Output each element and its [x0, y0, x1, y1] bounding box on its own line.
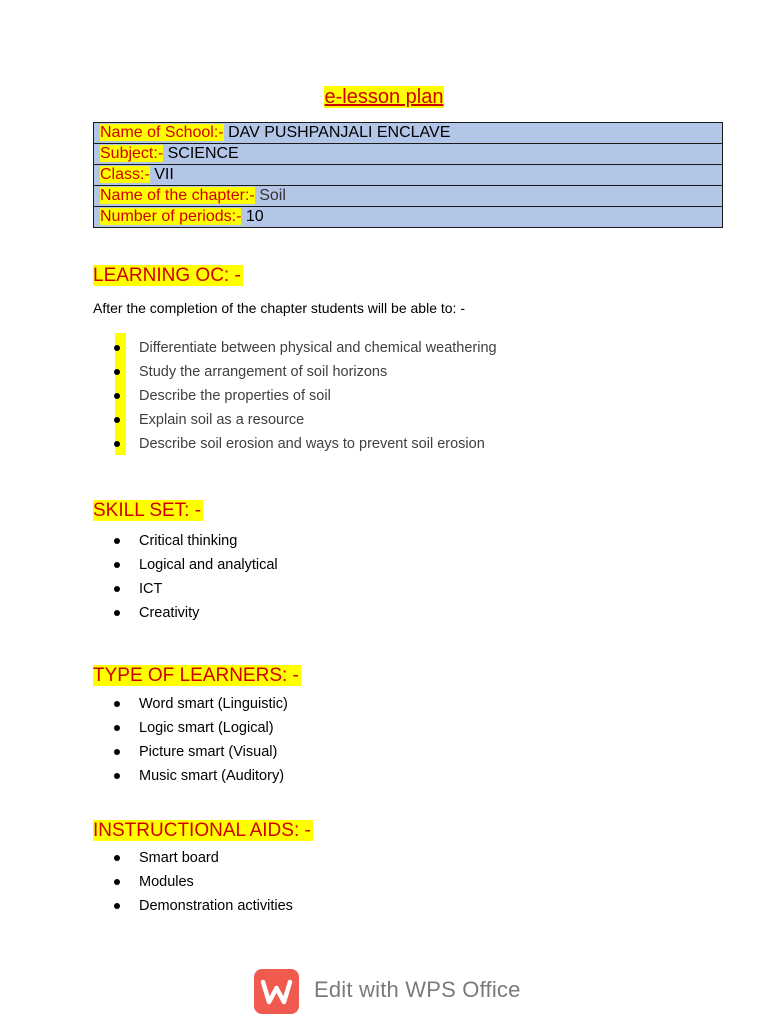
- list-item-text: Logical and analytical: [139, 557, 278, 573]
- list-item-text: Word smart (Linguistic): [139, 696, 288, 712]
- learners-heading: [93, 664, 301, 688]
- info-sep: :-: [231, 208, 242, 225]
- info-row-periods: [94, 207, 723, 228]
- list-item: [93, 432, 497, 456]
- list-item: [93, 601, 278, 625]
- skills-heading-text: SKILL SET: -: [93, 500, 202, 521]
- info-row-subject: [94, 144, 723, 165]
- bullet-icon: [114, 441, 120, 447]
- info-value: Soil: [254, 187, 286, 204]
- bullet-icon: [114, 855, 120, 861]
- learners-heading-text: TYPE OF LEARNERS: -: [93, 665, 299, 686]
- info-value: 10: [241, 208, 264, 225]
- info-cell: [94, 186, 723, 207]
- bullet-icon: [114, 725, 120, 731]
- aids-heading-text: INSTRUCTIONAL AIDS: -: [93, 820, 311, 841]
- info-cell: [94, 123, 723, 144]
- skills-list: [93, 529, 278, 625]
- list-item-text: Logic smart (Logical): [139, 720, 274, 736]
- bullet-icon: [114, 393, 120, 399]
- list-item-text: Describe the properties of soil: [139, 388, 331, 404]
- document-title: [0, 86, 768, 109]
- bullet-icon: [114, 773, 120, 779]
- info-value: SCIENCE: [163, 145, 239, 162]
- bullet-icon: [114, 701, 120, 707]
- bullet-icon: [114, 538, 120, 544]
- wps-edit-label: Edit with WPS Office: [314, 977, 521, 1002]
- bullet-icon: [114, 879, 120, 885]
- info-row-school: [94, 123, 723, 144]
- info-label: Name of School: [100, 124, 214, 141]
- list-item-text: Describe soil erosion and ways to prevent soil erosion: [139, 436, 485, 452]
- list-item: [93, 336, 497, 360]
- info-table: [93, 122, 723, 228]
- list-item-text: Music smart (Auditory): [139, 768, 285, 784]
- bullet-icon: [114, 749, 120, 755]
- learning-intro: After the completion of the chapter students will be able to: -: [93, 300, 465, 316]
- info-sep: :-: [213, 124, 224, 141]
- list-item-text: Differentiate between physical and chemical weathering: [139, 340, 497, 356]
- list-item: [93, 846, 293, 870]
- document-title-text: e-lesson plan: [324, 86, 444, 108]
- list-item-text: Modules: [139, 874, 194, 890]
- list-item-text: Study the arrangement of soil horizons: [139, 364, 388, 380]
- list-item: [93, 360, 497, 384]
- list-item-text: Creativity: [139, 605, 200, 621]
- learning-heading: [93, 264, 243, 288]
- info-cell: [94, 207, 723, 228]
- list-item: [93, 577, 278, 601]
- list-item-text: Critical thinking: [139, 533, 238, 549]
- aids-list: [93, 846, 293, 918]
- learning-heading-text: LEARNING OC: -: [93, 265, 241, 286]
- list-item-text: Picture smart (Visual): [139, 744, 278, 760]
- info-sep: :-: [140, 166, 150, 183]
- list-item-text: ICT: [139, 581, 163, 597]
- bullet-icon: [114, 586, 120, 592]
- list-item-text: Explain soil as a resource: [139, 412, 305, 428]
- info-label: Number of periods: [100, 208, 232, 225]
- info-row-class: [94, 165, 723, 186]
- list-item: [93, 870, 293, 894]
- bullet-icon: [114, 562, 120, 568]
- list-item: [93, 529, 278, 553]
- list-item-text: Demonstration activities: [139, 898, 293, 914]
- info-label: Class: [100, 166, 141, 183]
- learning-list: [93, 336, 497, 456]
- list-item: [93, 740, 288, 764]
- info-value: DAV PUSHPANJALI ENCLAVE: [223, 124, 451, 141]
- info-label: Name of the chapter: [100, 187, 245, 204]
- aids-heading: [93, 819, 313, 843]
- bullet-icon: [114, 345, 120, 351]
- list-item-text: Smart board: [139, 850, 219, 866]
- info-row-chapter: [94, 186, 723, 207]
- info-sep: :-: [153, 145, 164, 162]
- bullet-icon: [114, 903, 120, 909]
- info-cell: [94, 165, 723, 186]
- bullet-icon: [114, 369, 120, 375]
- edit-with-wps-button[interactable]: [254, 969, 544, 1015]
- list-item: [93, 384, 497, 408]
- wps-logo-icon: [254, 969, 299, 1014]
- info-label: Subject: [100, 145, 154, 162]
- list-item: [93, 692, 288, 716]
- bullet-icon: [114, 610, 120, 616]
- list-item: [93, 894, 293, 918]
- list-item: [93, 408, 497, 432]
- bullet-icon: [114, 417, 120, 423]
- info-value: VII: [149, 166, 174, 183]
- learners-list: [93, 692, 288, 788]
- list-item: [93, 716, 288, 740]
- list-item: [93, 764, 288, 788]
- info-cell: [94, 144, 723, 165]
- list-item: [93, 553, 278, 577]
- skills-heading: [93, 499, 203, 523]
- info-sep: :-: [244, 187, 255, 204]
